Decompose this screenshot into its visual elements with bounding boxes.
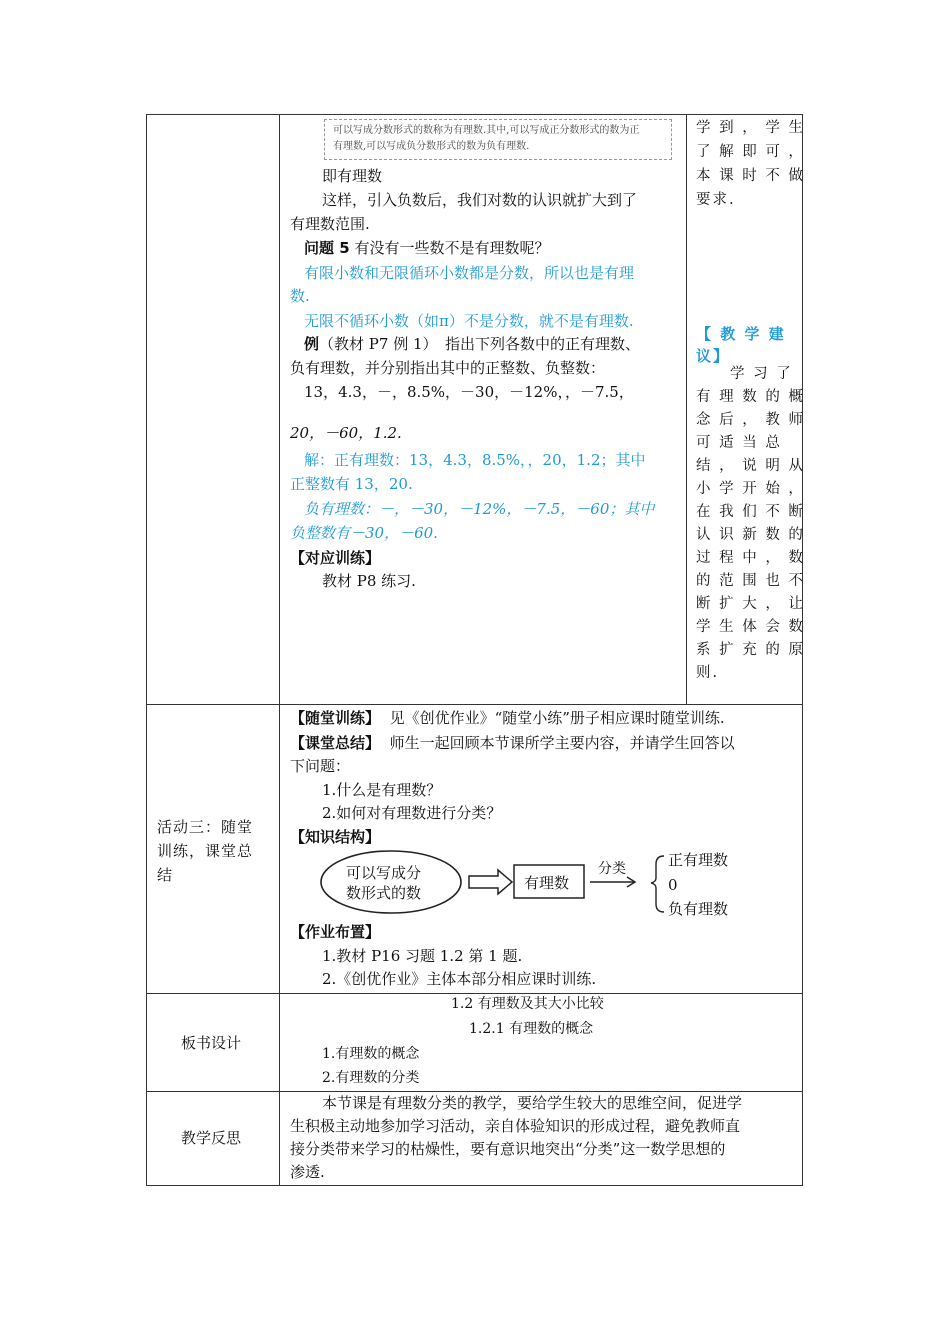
- teaching-suggestion-label: 【 教 学 建: [696, 325, 786, 343]
- reflection-line: 本节课是有理数分类的教学，要给学生较大的思维空间，促进学: [322, 1094, 743, 1112]
- solution-positive-line2: 正整数有 13，20.: [290, 475, 413, 493]
- question-item: 2.如何对有理数进行分类？: [322, 804, 502, 822]
- practice-text: 见《创优作业》“随堂小练”册子相应课时随堂训练.: [389, 709, 725, 727]
- reflection-line: 渗透.: [290, 1163, 325, 1181]
- suggestion-line: 系 扩 充 的 原: [696, 642, 805, 658]
- text-line: 即有理数: [322, 167, 383, 185]
- summary-label: 【课堂总结】: [290, 734, 381, 752]
- side-note-1-line: 本 课 时 不 做: [696, 168, 805, 184]
- reflection-line: 接分类带来学习的枯燥性，要有意识地突出“分类”这一数学思想的: [290, 1140, 726, 1158]
- structure-label: 【知识结构】: [290, 828, 381, 846]
- summary-line2: 下问题：: [290, 757, 351, 775]
- definition-note-box: [324, 119, 672, 160]
- example-line2: 负有理数，并分别指出其中的正整数、负整数：: [290, 359, 606, 377]
- suggestion-line: 学 习 了: [730, 366, 793, 382]
- activity3-label-line: 活动三：随堂: [157, 818, 254, 836]
- example-line4: 20，－60，1.2.: [290, 424, 402, 442]
- solution-negative-line2: 负整数有－30，－60.: [290, 524, 438, 542]
- question-item: 1.什么是有理数？: [322, 781, 442, 799]
- text-line: 这样，引入负数后，我们对数的认识就扩大到了: [322, 191, 638, 209]
- definition-note-line2: 有理数,可以写成负分数形式的数为负有理数.: [333, 141, 530, 152]
- activity3-label-line: 训练，课堂总: [157, 842, 254, 860]
- suggestion-line: 小 学 开 始 ，: [696, 481, 805, 497]
- table-top-border: [146, 114, 803, 115]
- teaching-suggestion-label-line2: 议】: [696, 347, 731, 365]
- board-design-label: 板书设计: [181, 1034, 242, 1052]
- board-item: 1.有理数的概念: [322, 1046, 420, 1062]
- col-divider-label: [279, 114, 280, 1186]
- row-divider-1: [146, 704, 803, 705]
- board-title2: 1.2.1 有理数的概念: [469, 1021, 594, 1037]
- branch-zero: 0: [668, 876, 678, 894]
- suggestion-line: 的 范 围 也 不: [696, 573, 805, 589]
- table-left-border: [146, 114, 147, 1186]
- brace-icon: [651, 856, 664, 912]
- example-heading: [304, 335, 640, 353]
- side-note-1-line: 了 解 即 可 ，: [696, 144, 805, 160]
- training-label: 【对应训练】: [290, 549, 381, 567]
- activity3-label-line: 结: [157, 866, 173, 884]
- ellipse-line2: 数形式的数: [346, 884, 422, 902]
- example-label: 例: [304, 335, 320, 353]
- branch-positive: 正有理数: [668, 851, 729, 869]
- solution-negative-line1: 负有理数：－，－30，－12%，－7.5，－60；其中: [304, 500, 655, 518]
- answer-1-line2: 数.: [290, 287, 310, 305]
- question-5-text: 有没有一些数不是有理数呢？: [349, 239, 550, 257]
- definition-note-line1: 可以写成分数形式的数称为有理数.其中,可以写成正分数形式的数为正: [333, 125, 640, 136]
- training-text: 教材 P8 练习.: [322, 572, 416, 590]
- suggestion-line: 过 程 中 ， 数: [696, 550, 805, 566]
- col-divider-side: [686, 114, 687, 704]
- summary-row: [290, 734, 735, 752]
- homework-item: 1.教材 P16 习题 1.2 第 1 题.: [322, 947, 523, 965]
- reflection-line: 生积极主动地参加学习活动，亲自体验知识的形成过程，避免教师直: [290, 1117, 741, 1135]
- homework-label: 【作业布置】: [290, 923, 381, 941]
- practice-label: 【随堂训练】: [290, 709, 381, 727]
- classify-label: 分类: [598, 861, 626, 877]
- side-note-1-line: 学 到 ， 学 生: [696, 120, 805, 136]
- answer-2: 无限不循环小数（如π）不是分数，就不是有理数.: [304, 312, 634, 330]
- suggestion-line: 结 ， 说 明 从: [696, 458, 805, 474]
- suggestion-line: 学 生 体 会 数: [696, 619, 805, 635]
- row-divider-3: [146, 1091, 803, 1092]
- double-arrow-icon: [469, 870, 512, 894]
- table-bottom-border: [146, 1185, 803, 1186]
- row-divider-2: [146, 993, 803, 994]
- text-line: 有理数范围.: [290, 215, 370, 233]
- suggestion-line: 断 扩 大 ， 让: [696, 596, 805, 612]
- rational-box-label: 有理数: [524, 874, 570, 892]
- ellipse-shape: [321, 851, 461, 913]
- practice-row: [290, 709, 725, 727]
- suggestion-line: 有 理 数 的 概: [696, 389, 805, 405]
- solution-positive-line1: 解：正有理数：13，4.3，8.5%，，20，1.2；其中: [304, 451, 646, 469]
- suggestion-line: 认 识 新 数 的: [696, 527, 805, 543]
- example-line3: 13，4.3，－，8.5%，－30，－12%，，－7.5，: [304, 383, 634, 401]
- suggestion-line: 则.: [696, 665, 720, 681]
- question-5-label: 问题 5: [304, 239, 350, 257]
- suggestion-line: 可 适 当 总: [696, 435, 782, 451]
- question-5: [304, 239, 549, 257]
- side-note-1-line: 要求.: [696, 192, 736, 208]
- example-text: （教材 P7 例 1） 指出下列各数中的正有理数、: [319, 335, 641, 353]
- answer-1-line1: 有限小数和无限循环小数都是分数，所以也是有理: [304, 264, 635, 282]
- board-title1: 1.2 有理数及其大小比较: [451, 996, 604, 1012]
- summary-text: 师生一起回顾本节课所学主要内容，并请学生回答以: [389, 734, 735, 752]
- board-item: 2.有理数的分类: [322, 1070, 420, 1086]
- suggestion-line: 念 后 ， 教 师: [696, 412, 805, 428]
- reflection-label: 教学反思: [181, 1129, 242, 1147]
- suggestion-line: 在 我 们 不 断: [696, 504, 805, 520]
- homework-item: 2.《创优作业》主体本部分相应课时训练.: [322, 970, 597, 988]
- branch-negative: 负有理数: [668, 900, 729, 918]
- ellipse-line1: 可以写成分: [346, 864, 422, 882]
